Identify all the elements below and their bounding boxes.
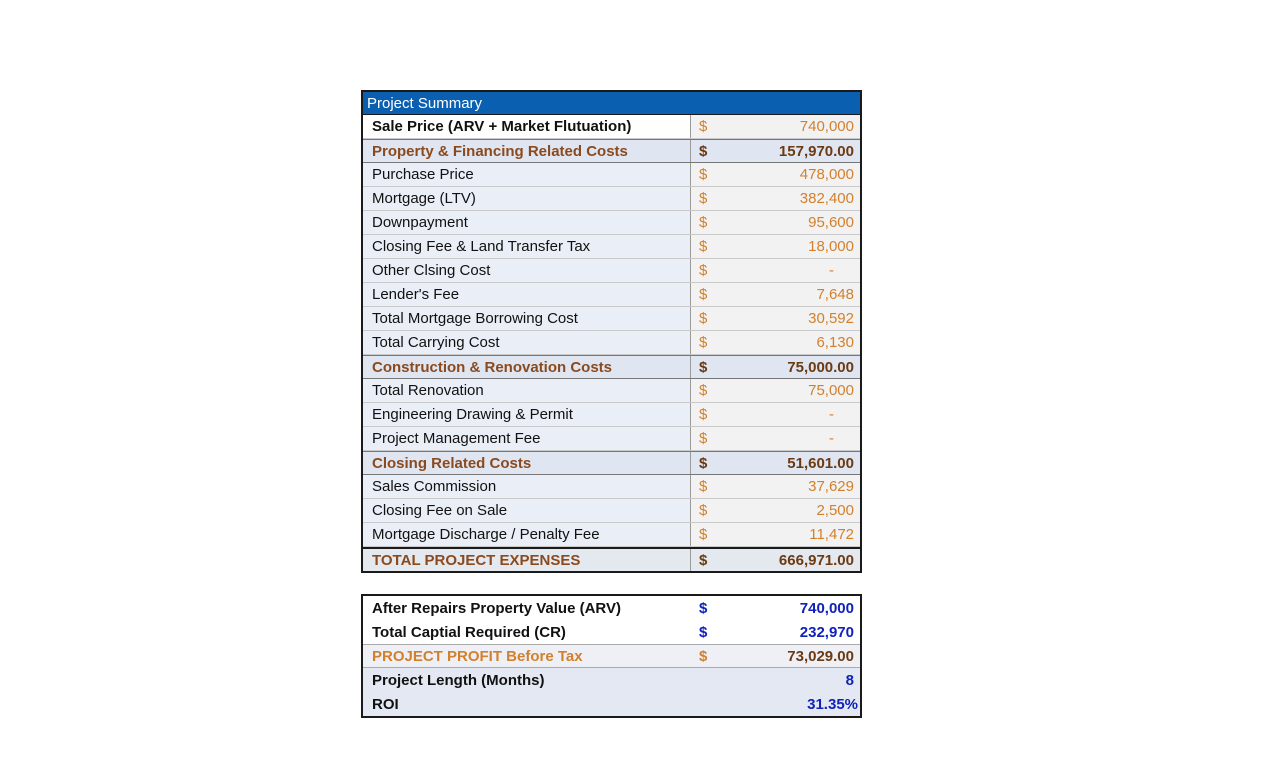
table-row[interactable] bbox=[363, 211, 860, 235]
currency-symbol: $ bbox=[691, 403, 723, 426]
table-row[interactable] bbox=[363, 523, 860, 547]
currency-symbol: $ bbox=[691, 523, 723, 546]
currency-symbol: $ bbox=[691, 379, 723, 402]
row-label: Lender's Fee bbox=[363, 283, 691, 306]
project-length-row[interactable] bbox=[363, 668, 860, 692]
currency-symbol: $ bbox=[691, 427, 723, 450]
section-label: Construction & Renovation Costs bbox=[363, 356, 691, 378]
row-value[interactable]: 740,000 bbox=[799, 599, 854, 617]
row-label: Closing Fee & Land Transfer Tax bbox=[363, 235, 691, 258]
row-label: Total Carrying Cost bbox=[363, 331, 691, 354]
row-label: Sales Commission bbox=[363, 475, 691, 498]
currency-symbol: $ bbox=[699, 358, 708, 376]
row-value[interactable]: 6,130 bbox=[723, 331, 860, 354]
row-label: Total Captial Required (CR) bbox=[372, 623, 566, 641]
row-label: Closing Fee on Sale bbox=[363, 499, 691, 522]
table-row[interactable] bbox=[363, 475, 860, 499]
row-label: Other Clsing Cost bbox=[363, 259, 691, 282]
row-value[interactable]: 382,400 bbox=[723, 187, 860, 210]
section-closing-related[interactable] bbox=[363, 451, 860, 475]
table-row[interactable] bbox=[363, 307, 860, 331]
row-value[interactable]: - bbox=[723, 259, 860, 282]
currency-symbol: $ bbox=[691, 283, 723, 306]
total-value[interactable]: 666,971.00 bbox=[778, 551, 854, 569]
currency-symbol: $ bbox=[691, 163, 723, 186]
empty-currency-cell bbox=[691, 692, 723, 716]
table-row[interactable] bbox=[363, 499, 860, 523]
row-value[interactable]: 75,000 bbox=[723, 379, 860, 402]
row-label: Downpayment bbox=[363, 211, 691, 234]
row-label: Sale Price (ARV + Market Flutuation) bbox=[363, 115, 691, 138]
row-label: PROJECT PROFIT Before Tax bbox=[372, 647, 583, 665]
row-value[interactable]: 37,629 bbox=[723, 475, 860, 498]
row-value[interactable]: 95,600 bbox=[723, 211, 860, 234]
currency-symbol: $ bbox=[691, 499, 723, 522]
section-construction-renovation[interactable] bbox=[363, 355, 860, 379]
currency-symbol: $ bbox=[691, 211, 723, 234]
currency-symbol: $ bbox=[691, 235, 723, 258]
roi-row[interactable] bbox=[363, 692, 860, 716]
table-row[interactable] bbox=[363, 427, 860, 451]
table-row[interactable] bbox=[363, 259, 860, 283]
row-value[interactable]: - bbox=[723, 403, 860, 426]
row-label: Project Length (Months) bbox=[372, 671, 545, 689]
currency-symbol: $ bbox=[699, 551, 708, 569]
row-label: Total Renovation bbox=[363, 379, 691, 402]
row-label: Mortgage Discharge / Penalty Fee bbox=[363, 523, 691, 546]
section-label: Closing Related Costs bbox=[363, 452, 691, 474]
row-label: Engineering Drawing & Permit bbox=[363, 403, 691, 426]
row-value[interactable]: 740,000 bbox=[723, 115, 860, 138]
row-label: After Repairs Property Value (ARV) bbox=[372, 599, 621, 617]
currency-symbol: $ bbox=[699, 647, 708, 665]
row-label: Total Mortgage Borrowing Cost bbox=[363, 307, 691, 330]
row-value[interactable]: 2,500 bbox=[723, 499, 860, 522]
row-value[interactable]: 8 bbox=[845, 671, 854, 689]
capital-required-row[interactable] bbox=[363, 620, 860, 644]
empty-currency-cell bbox=[691, 668, 723, 692]
row-value[interactable]: 232,970 bbox=[799, 623, 854, 641]
currency-symbol: $ bbox=[691, 259, 723, 282]
project-profit-row[interactable] bbox=[363, 644, 860, 668]
table-title: Project Summary bbox=[367, 94, 483, 112]
row-label: ROI bbox=[372, 695, 399, 713]
row-label: Purchase Price bbox=[363, 163, 691, 186]
currency-symbol: $ bbox=[691, 307, 723, 330]
table-row[interactable] bbox=[363, 187, 860, 211]
table-row[interactable] bbox=[363, 163, 860, 187]
project-summary-table bbox=[361, 90, 862, 573]
sale-price-row[interactable] bbox=[363, 115, 860, 139]
row-value[interactable]: - bbox=[723, 427, 860, 450]
row-value[interactable]: 11,472 bbox=[723, 523, 860, 546]
currency-symbol: $ bbox=[691, 187, 723, 210]
section-label: Property & Financing Related Costs bbox=[363, 140, 691, 162]
section-property-financing[interactable] bbox=[363, 139, 860, 163]
currency-symbol: $ bbox=[691, 115, 723, 138]
table-row[interactable] bbox=[363, 283, 860, 307]
currency-symbol: $ bbox=[699, 454, 708, 472]
currency-symbol: $ bbox=[699, 623, 708, 641]
row-value[interactable]: 30,592 bbox=[723, 307, 860, 330]
table-row[interactable] bbox=[363, 379, 860, 403]
currency-symbol: $ bbox=[691, 475, 723, 498]
row-label: Mortgage (LTV) bbox=[363, 187, 691, 210]
table-row[interactable] bbox=[363, 235, 860, 259]
section-value[interactable]: 75,000.00 bbox=[787, 358, 854, 376]
total-label: TOTAL PROJECT EXPENSES bbox=[363, 549, 691, 571]
row-value[interactable]: 478,000 bbox=[723, 163, 860, 186]
row-value[interactable]: 73,029.00 bbox=[787, 647, 854, 665]
arv-row[interactable] bbox=[363, 596, 860, 620]
row-label: Project Management Fee bbox=[363, 427, 691, 450]
table-header bbox=[363, 92, 860, 115]
currency-symbol: $ bbox=[699, 142, 708, 160]
row-value[interactable]: 7,648 bbox=[723, 283, 860, 306]
table-row[interactable] bbox=[363, 403, 860, 427]
row-value[interactable]: 31.35% bbox=[807, 695, 858, 713]
table-row[interactable] bbox=[363, 331, 860, 355]
section-value[interactable]: 51,601.00 bbox=[787, 454, 854, 472]
project-results-table bbox=[361, 594, 862, 718]
currency-symbol: $ bbox=[691, 331, 723, 354]
row-value[interactable]: 18,000 bbox=[723, 235, 860, 258]
section-value[interactable]: 157,970.00 bbox=[778, 142, 854, 160]
currency-symbol: $ bbox=[699, 599, 708, 617]
total-project-expenses-row[interactable] bbox=[363, 547, 860, 571]
